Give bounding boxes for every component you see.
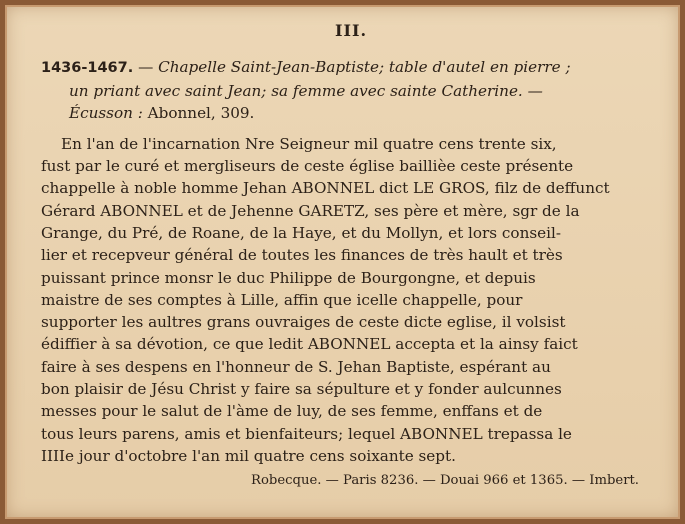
body-line: maistre de ses comptes à Lille, affin que icelle chappelle, pour <box>41 290 523 309</box>
entry-title-line-2: un priant avec saint Jean; sa femme avec sainte Catherine. — <box>69 81 543 100</box>
entry-date: 1436-1467. <box>41 60 134 76</box>
entry-title-line-1: Chapelle Saint-Jean-Baptiste; table d'autel en pierre ; <box>158 58 571 76</box>
body-line: édiffier à sa dévotion, ce que ledit ABONNEL accepta et la ainsy faict <box>41 335 578 354</box>
source-references: Robecque. — Paris 8236. — Douai 966 et 1365. — Imbert. <box>251 473 639 489</box>
inscription-text <box>41 133 661 467</box>
body-line: tous leurs parens, amis et bienfaiteurs; lequel ABONNEL trepassa le <box>41 424 572 443</box>
document-page <box>41 21 661 488</box>
body-line: En l'an de l'incarnation Nre Seigneur mil quatre cens trente six, <box>61 134 557 153</box>
body-line: Grange, du Pré, de Roane, de la Haye, et du Mollyn, et lors conseil- <box>41 223 561 242</box>
ecusson-value: Abonnel, 309. <box>142 104 255 123</box>
body-line: IIIIe jour d'octobre l'an mil quatre cens soixante sept. <box>41 446 456 465</box>
body-line: lier et recepveur général de toutes les finances de très hault et très <box>41 246 563 265</box>
entry-header <box>41 56 661 125</box>
body-line: supporter les aultres grans ouvraiges de ceste dicte eglise, il volsist <box>41 313 566 332</box>
section-number: III. <box>334 21 368 40</box>
body-line: chappelle à noble homme Jehan ABONNEL dict LE GROS, filz de deffunct <box>41 179 610 198</box>
body-line: fust par le curé et mergliseurs de ceste église baillièe ceste présente <box>41 157 574 176</box>
body-line: bon plaisir de Jésu Christ y faire sa sépulture et y fonder aulcunnes <box>41 380 562 399</box>
entry-dash: — <box>133 58 159 76</box>
body-line: puissant prince monsr le duc Philippe de Bourgongne, et depuis <box>41 268 536 287</box>
ecusson-label: Écusson : <box>69 104 143 123</box>
body-line: Gérard ABONNEL et de Jehenne GARETZ, ses père et mère, sgr de la <box>41 201 580 220</box>
body-line: faire à ses despens en l'honneur de S. Jehan Baptiste, espérant au <box>41 357 551 376</box>
body-line: messes pour le salut de l'àme de luy, de ses femme, enffans et de <box>41 402 543 421</box>
